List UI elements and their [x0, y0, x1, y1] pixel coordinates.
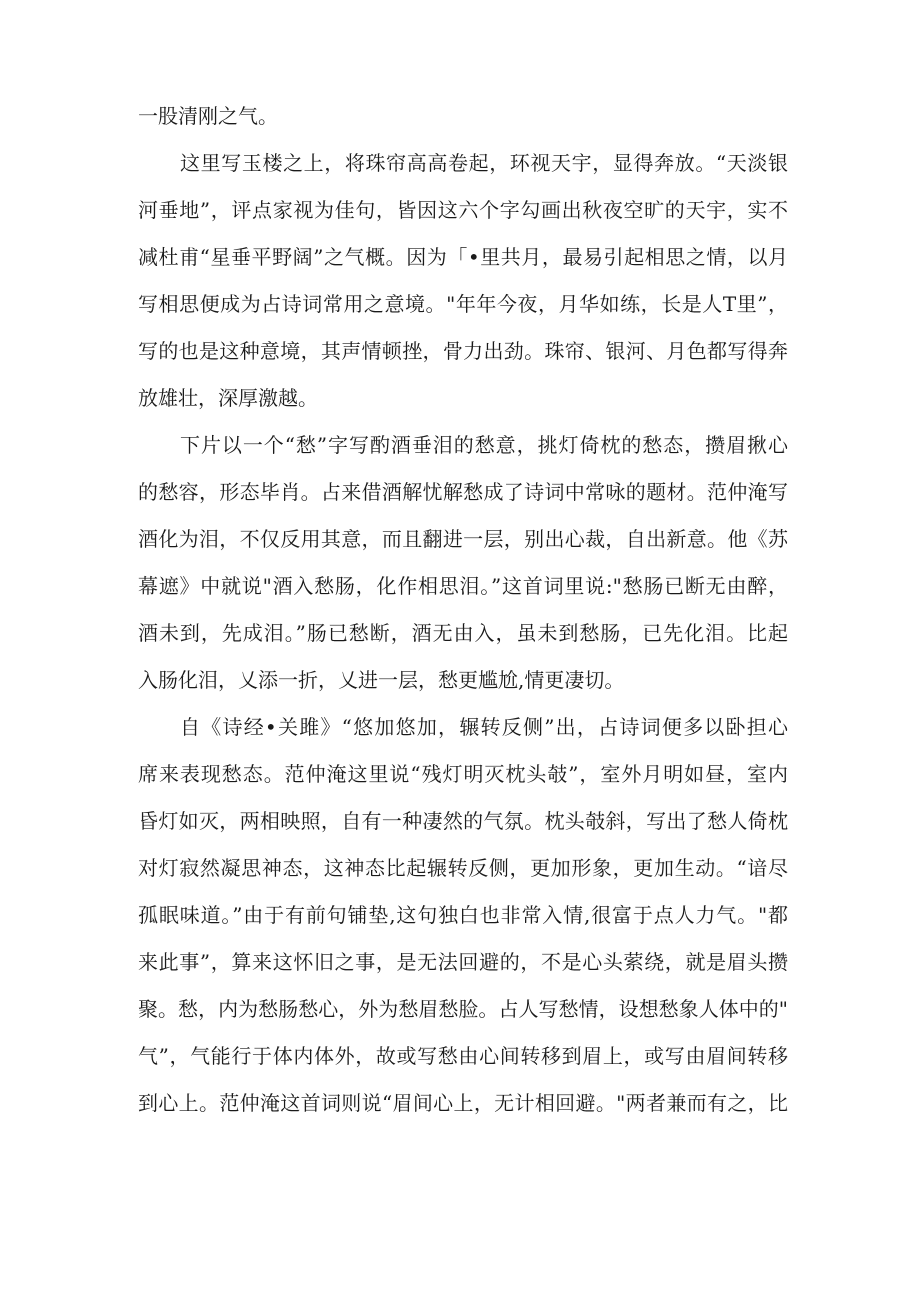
paragraph-start-line-8: 下片以一个“愁”字写酌酒垂泪的愁意，挑灯倚枕的愁态，攒眉揪心 — [180, 433, 788, 457]
text-line-21: 气”，气能行于体内体外，故或写愁由心间转移到眉上，或写由眉间转移 — [138, 1044, 788, 1068]
text-line-10: 酒化为泪，不仅反用其意，而且翻进一层，别出心裁，自出新意。他《苏 — [138, 527, 788, 551]
paragraph-start-line-14: 自《诗经•关雎》“悠加悠加，辗转反侧”出，占诗词便多以卧担心 — [180, 715, 788, 739]
text-line-13: 入肠化泪，乂添一折，乂进一层，愁更尴尬,情更凄切。 — [138, 668, 625, 692]
text-line-15: 席来表现愁态。范仲淹这里说“残灯明灭枕头攲”，室外月明如昼，室内 — [138, 762, 788, 786]
text-line-16: 昏灯如灭，两相映照，自有一种凄然的气氛。枕头攲斜，写出了愁人倚枕 — [138, 809, 788, 833]
text-line-17: 对灯寂然凝思神态，这神态比起辗转反侧，更加形象，更加生动。“谙尽 — [138, 856, 788, 880]
text-line-11: 幕遮》中就说"酒入愁肠，化作相思泪。”这首词里说:"愁肠已断无由醉， — [138, 574, 788, 598]
text-line-12: 酒未到，先成泪。”肠已愁断，酒无由入，虽未到愁肠，已先化泪。比起 — [138, 621, 788, 645]
text-line-6: 写的也是这种意境，其声情顿挫，骨力出劲。珠帘、银河、月色都写得奔 — [138, 339, 788, 363]
text-line-7: 放雄壮，深厚激越。 — [138, 386, 318, 410]
text-line-5: 写相思便成为占诗词常用之意境。"年年今夜，月华如练，长是人T里”， — [138, 292, 788, 316]
text-line-18: 孤眠味道。”由于有前句铺垫,这句独白也非常入情,很富于点人力气。"都 — [138, 903, 788, 927]
paragraph-start-line-2: 这里写玉楼之上，将珠帘高高卷起，环视天宇，显得奔放。“天淡银 — [180, 151, 788, 175]
text-line-22: 到心上。范仲淹这首词则说“眉间心上，无计相回避。"两者兼而有之，比 — [138, 1091, 788, 1115]
text-line-19: 来此事”，算来这怀旧之事，是无法回避的，不是心头萦绕，就是眉头攒 — [138, 950, 788, 974]
text-line-4: 减杜甫“星垂平野阔”之气概。因为「•里共月，最易引起相思之情，以月 — [138, 245, 788, 269]
text-line-20: 聚。愁，内为愁肠愁心，外为愁眉愁脸。占人写愁情，设想愁象人体中的" — [138, 997, 788, 1021]
text-line-9: 的愁容，形态毕肖。占来借酒解忧解愁成了诗词中常咏的题材。范仲淹写 — [138, 480, 788, 504]
text-line-1: 一股清刚之气。 — [138, 104, 278, 128]
text-line-3: 河垂地”，评点家视为佳句，皆因这六个字勾画出秋夜空旷的天宇，实不 — [138, 198, 788, 222]
body-text — [138, 93, 788, 1127]
